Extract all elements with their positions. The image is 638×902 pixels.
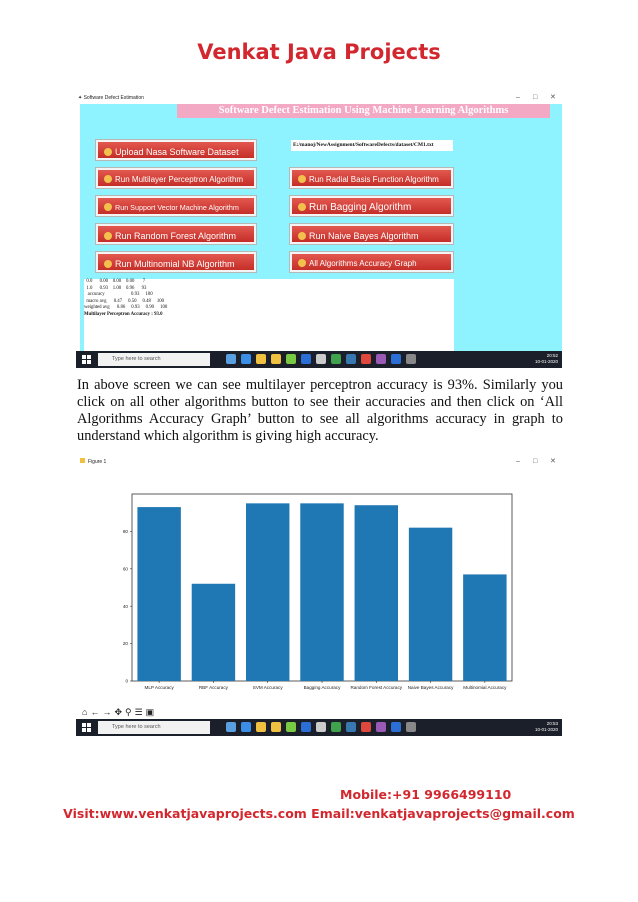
button-label: Run Random Forest Algorithm [115, 231, 237, 241]
run-mlp-button[interactable] [96, 168, 256, 188]
button-icon [104, 148, 112, 156]
button-label: Upload Nasa Software Dataset [115, 147, 239, 157]
clock-time: 20:53 [546, 721, 558, 726]
button-icon [298, 259, 306, 267]
results-textarea[interactable] [84, 279, 454, 355]
app-title: Software Defect Estimation Using Machine Learning Algorithms [177, 104, 550, 118]
window-titlebar [76, 92, 562, 104]
run-svm-button[interactable] [96, 196, 256, 216]
run-rbf-button[interactable] [290, 168, 453, 188]
bar [463, 574, 506, 681]
x-tick-label: Multinomial Accuracy [463, 685, 507, 690]
y-tick-label: 40 [122, 603, 128, 609]
explorer-icon[interactable] [256, 354, 266, 364]
taskview-icon[interactable] [226, 354, 236, 364]
bar [192, 584, 235, 681]
x-tick-label: Random Forest Accuracy [350, 685, 403, 690]
y-tick-label: 60 [122, 566, 128, 572]
app-icon[interactable] [376, 354, 386, 364]
python-icon[interactable] [346, 354, 356, 364]
word-icon[interactable] [301, 722, 311, 732]
button-label: Run Multilayer Perceptron Algorithm [115, 175, 244, 184]
chrome-icon[interactable] [331, 354, 341, 364]
app-icon[interactable] [406, 354, 416, 364]
taskbar [76, 351, 562, 368]
clock-date: 10-01-2020 [534, 727, 558, 732]
minimize-icon[interactable]: – [516, 458, 520, 465]
button-label: Run Naive Bayes Algorithm [309, 231, 419, 241]
accuracy-bar-chart [76, 454, 562, 704]
back-icon[interactable]: ← [90, 707, 100, 717]
taskbar-apps [226, 722, 416, 733]
app-icon[interactable] [376, 722, 386, 732]
close-icon[interactable]: ✕ [550, 94, 556, 101]
button-icon [298, 232, 306, 240]
notepad-icon[interactable] [316, 722, 326, 732]
x-tick-label: RBF Accuracy [198, 685, 228, 690]
search-placeholder: Type here to search [112, 724, 161, 730]
taskview-icon[interactable] [226, 722, 236, 732]
x-tick-label: MLP Accuracy [144, 685, 174, 690]
document-title: Venkat Java Projects [197, 40, 441, 64]
output-line: macro avg 0.47 0.50 0.48 100 [84, 298, 165, 304]
word-icon[interactable] [301, 354, 311, 364]
figure-toolbar [82, 706, 154, 718]
taskbar [76, 719, 562, 736]
button-icon [104, 203, 112, 211]
body-paragraph: In above screen we can see multilayer perceptron accuracy is 93%. Similarly you click on all other algorithms button to see their accuracies and then click on ‘All Algorithms Accuracy Graph’ button to see all algorithms accuracy in graph to understand which algorithm is giving high accuracy. [77, 377, 563, 444]
store-icon[interactable] [286, 354, 296, 364]
system-clock[interactable] [535, 721, 558, 733]
pan-icon[interactable]: ✥ [114, 707, 122, 717]
output-line: 0.0 0.00 0.00 0.00 7 [84, 279, 146, 284]
maximize-icon[interactable]: □ [533, 94, 538, 101]
windows-start-icon[interactable] [82, 723, 91, 732]
chrome-icon[interactable] [331, 722, 341, 732]
button-icon [104, 232, 112, 240]
folder-icon[interactable] [271, 722, 281, 732]
window-title: Software Defect Estimation [83, 95, 144, 101]
edge-icon[interactable] [241, 722, 251, 732]
y-tick-label: 0 [125, 678, 128, 684]
search-placeholder: Type here to search [112, 356, 161, 362]
app-window [80, 104, 562, 367]
x-tick-label: Naive Bayes Accuracy [407, 685, 454, 690]
notepad-icon[interactable] [316, 354, 326, 364]
output-line: weighted avg 0.86 0.93 0.90 100 [84, 305, 168, 310]
maximize-icon[interactable]: □ [533, 458, 538, 465]
y-tick-label: 20 [122, 641, 128, 647]
button-icon [298, 203, 306, 211]
run-naive-bayes-button[interactable] [290, 224, 453, 244]
button-icon [298, 175, 306, 183]
bar [409, 528, 452, 681]
output-line: 1.0 0.93 1.00 0.96 93 [84, 285, 147, 291]
bar [246, 503, 289, 681]
output-line: Multilayer Perceptron Accuracy : 93.0 [84, 311, 163, 317]
explorer-icon[interactable] [256, 722, 266, 732]
button-label: All Algorithms Accuracy Graph [309, 259, 417, 268]
app-icon[interactable] [391, 722, 401, 732]
store-icon[interactable] [286, 722, 296, 732]
clock-date: 10-01-2020 [534, 359, 558, 364]
app-icon: ✦ [78, 95, 83, 101]
x-tick-label: Bagging Accuracy [303, 685, 341, 690]
save-icon[interactable]: ▣ [145, 707, 155, 717]
zoom-icon[interactable]: ⚲ [124, 707, 132, 717]
upload-dataset-button[interactable] [96, 140, 256, 160]
configure-icon[interactable]: ☰ [134, 707, 143, 717]
forward-icon[interactable]: → [102, 707, 112, 717]
minimize-icon[interactable]: – [516, 94, 520, 101]
taskbar-search[interactable] [98, 353, 210, 366]
button-icon [104, 260, 112, 268]
acrobat-icon[interactable] [361, 722, 371, 732]
taskbar-apps [226, 354, 416, 365]
app-icon[interactable] [391, 354, 401, 364]
button-label: Run Multinomial NB Algorithm [115, 259, 235, 269]
bar [300, 503, 343, 681]
home-icon[interactable]: ⌂ [82, 707, 88, 717]
button-label: Run Support Vector Machine Algorithm [115, 203, 239, 212]
bar [137, 507, 180, 681]
run-random-forest-button[interactable] [96, 224, 256, 244]
x-tick-label: SVM Accuracy [252, 685, 283, 690]
python-icon[interactable] [346, 722, 356, 732]
footer-mobile: Mobile:+91 9966499110 [340, 787, 512, 802]
button-icon [104, 175, 112, 183]
folder-icon[interactable] [271, 354, 281, 364]
app-screenshot [76, 92, 562, 368]
windows-start-icon[interactable] [82, 355, 91, 364]
output-line: accuracy 0.93 100 [84, 292, 153, 297]
bar [355, 505, 398, 681]
edge-icon[interactable] [241, 354, 251, 364]
button-label: Run Bagging Algorithm [309, 202, 412, 213]
accuracy-graph-button[interactable] [290, 252, 453, 272]
figure-title: Figure 1 [88, 459, 107, 465]
run-bagging-button[interactable] [290, 196, 453, 216]
close-icon[interactable]: ✕ [550, 458, 556, 465]
run-multinomial-nb-button[interactable] [96, 252, 256, 272]
footer-contact[interactable]: Visit:www.venkatjavaprojects.com Email:venkatjavaprojects@gmail.com [63, 806, 575, 821]
clock-time: 20:52 [546, 353, 558, 358]
acrobat-icon[interactable] [361, 354, 371, 364]
dataset-path-label: E:/manoj/NewAssignment/SoftwareDefects/dataset/CM1.txt [291, 140, 453, 151]
figure-screenshot [76, 454, 562, 736]
y-tick-label: 80 [122, 529, 128, 534]
system-clock[interactable] [535, 353, 558, 365]
taskbar-search[interactable] [98, 721, 210, 734]
app-icon[interactable] [406, 722, 416, 732]
button-label: Run Radial Basis Function Algorithm [309, 175, 439, 184]
